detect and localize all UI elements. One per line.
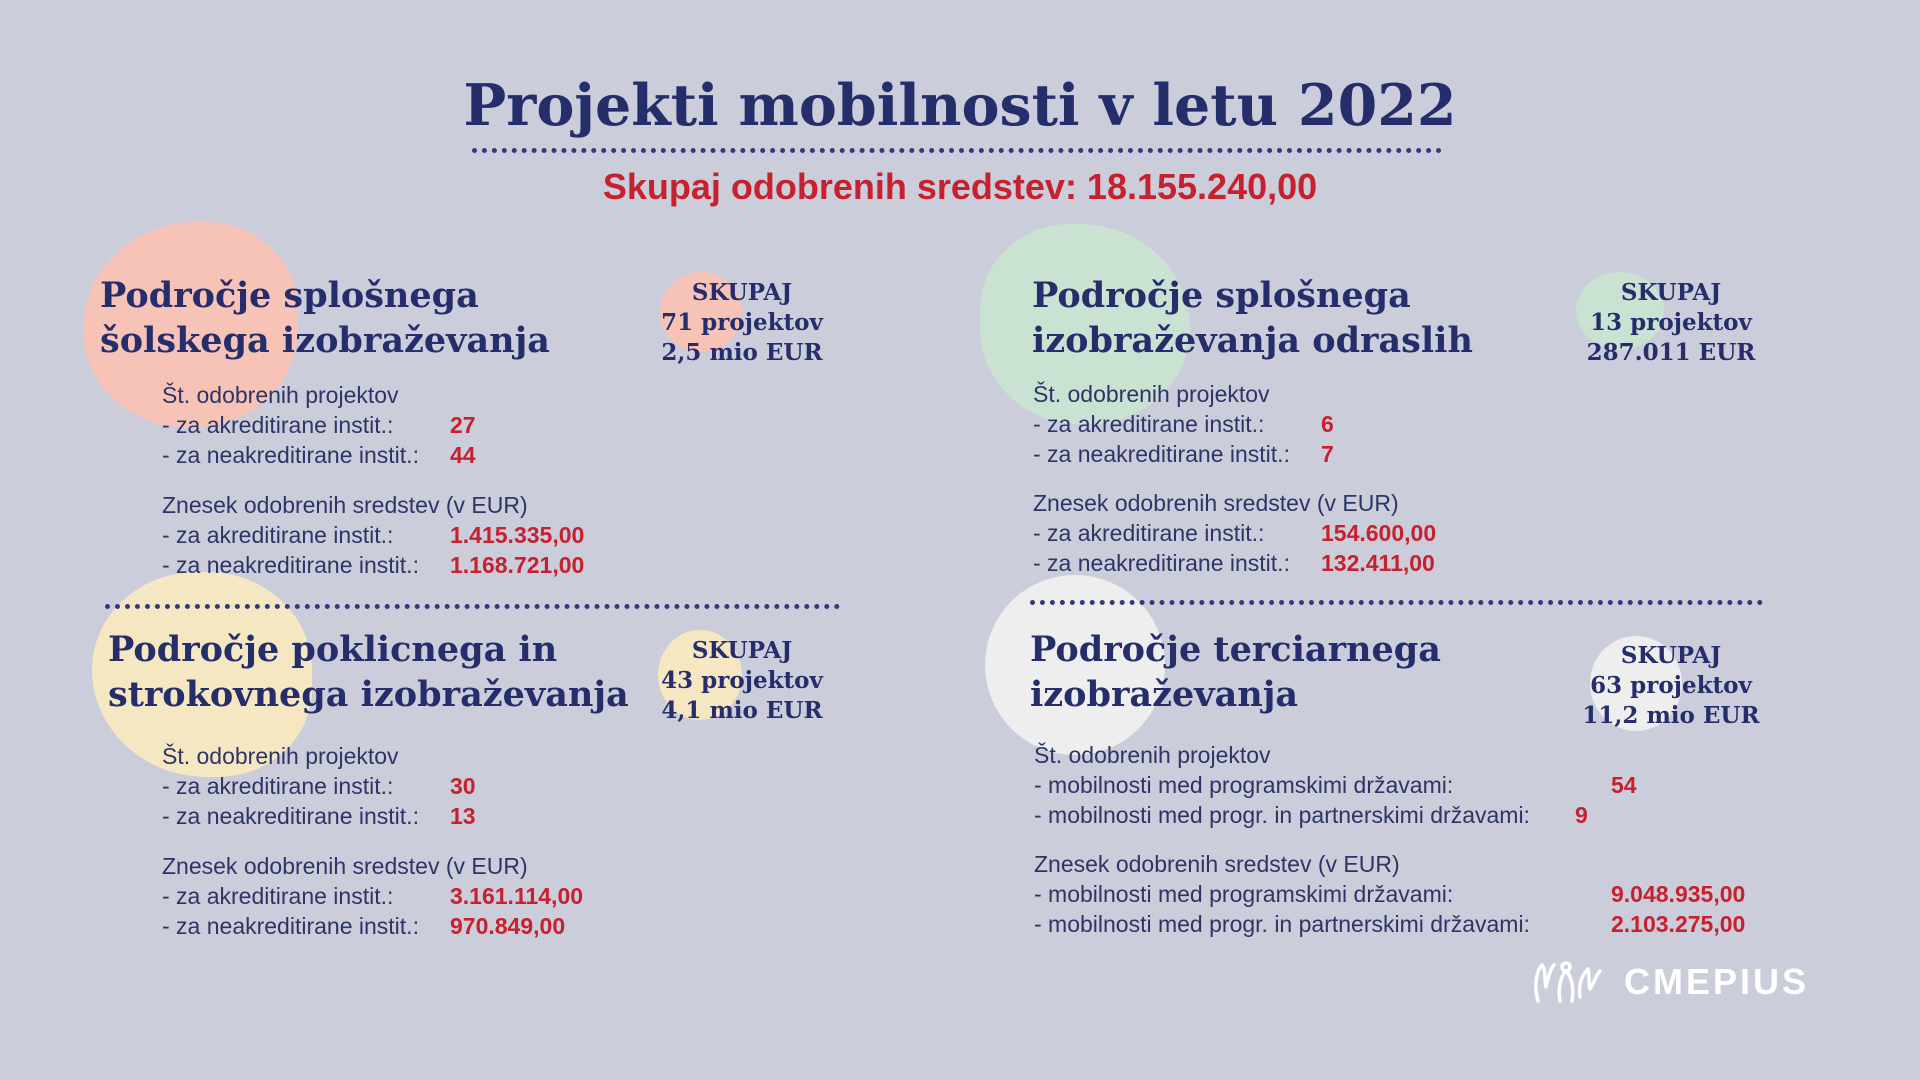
section-total-box: SKUPAJ 71 projektov 2,5 mio EUR: [661, 279, 823, 366]
section-total-box: SKUPAJ 43 projektov 4,1 mio EUR: [661, 637, 823, 724]
total-amount: Skupaj odobrenih sredstev: 18.155.240,00: [602, 166, 1318, 207]
page-title: Projekti mobilnosti v letu 2022: [463, 72, 1457, 139]
amounts-block: [1034, 849, 1746, 939]
amount-row: - mobilnosti med programskimi državami: 9.048.935,00: [1034, 881, 1746, 907]
section-title: Področje splošnega izobraževanja odraslih: [1032, 275, 1473, 361]
section-title: Področje poklicnega in strokovnega izobraževanja: [108, 629, 629, 715]
cmepius-logo: [1530, 955, 1830, 1015]
projects-count-block: [1034, 740, 1637, 830]
count-row: - mobilnosti med progr. in partnerskimi državami: 9: [1034, 802, 1588, 828]
section-title: Področje splošnega šolskega izobraževanja: [100, 275, 550, 361]
count-heading: Št. odobrenih projektov: [162, 382, 399, 408]
projects-count-block: [162, 741, 476, 831]
cmepius-figures-icon: [1530, 957, 1604, 1007]
amount-row: - za akreditirane instit.: 154.600,00: [1033, 520, 1437, 546]
section-tertiary-education: [1030, 627, 1441, 717]
logo-text: CMEPIUS: [1624, 961, 1810, 1002]
count-heading: Št. odobrenih projektov: [162, 743, 399, 769]
amount-row: - za neakreditirane instit.: 970.849,00: [162, 913, 566, 939]
amount-row: - mobilnosti med progr. in partnerskimi državami: 2.103.275,00: [1034, 911, 1746, 937]
section-vocational-education: [108, 627, 629, 717]
amount-heading: Znesek odobrenih sredstev (v EUR): [1034, 851, 1400, 877]
count-heading: Št. odobrenih projektov: [1034, 742, 1271, 768]
count-row: - za neakreditirane instit.: 44: [162, 442, 476, 468]
count-row: - za akreditirane instit.: 6: [1033, 411, 1334, 437]
projects-count-block: [1033, 379, 1334, 469]
count-row: - za neakreditirane instit.: 13: [162, 803, 476, 829]
count-row: - za neakreditirane instit.: 7: [1033, 441, 1334, 467]
amounts-block: [162, 490, 585, 580]
amount-heading: Znesek odobrenih sredstev (v EUR): [162, 492, 528, 518]
section-adult-education: [1032, 273, 1473, 363]
section-school-education: [100, 273, 550, 363]
amount-row: - za neakreditirane instit.: 132.411,00: [1033, 550, 1435, 576]
section-total-box: SKUPAJ 13 projektov 287.011 EUR: [1586, 279, 1756, 366]
amount-row: - za akreditirane instit.: 3.161.114,00: [162, 883, 584, 909]
amounts-block: [162, 851, 584, 941]
section-title: Področje terciarnega izobraževanja: [1030, 629, 1441, 715]
count-heading: Št. odobrenih projektov: [1033, 381, 1270, 407]
count-row: - za akreditirane instit.: 27: [162, 412, 476, 438]
section-total-box: SKUPAJ 63 projektov 11,2 mio EUR: [1582, 642, 1760, 729]
amount-row: - za akreditirane instit.: 1.415.335,00: [162, 522, 585, 548]
section-divider-right: [1030, 600, 1763, 605]
count-row: - mobilnosti med programskimi državami: 54: [1034, 772, 1637, 798]
amount-row: - za neakreditirane instit.: 1.168.721,00: [162, 552, 585, 578]
count-row: - za akreditirane instit.: 30: [162, 773, 476, 799]
amount-heading: Znesek odobrenih sredstev (v EUR): [162, 853, 528, 879]
amounts-block: [1033, 488, 1437, 578]
section-divider-left: [105, 604, 840, 609]
amount-heading: Znesek odobrenih sredstev (v EUR): [1033, 490, 1399, 516]
projects-count-block: [162, 380, 476, 470]
title-divider: [472, 148, 1442, 153]
